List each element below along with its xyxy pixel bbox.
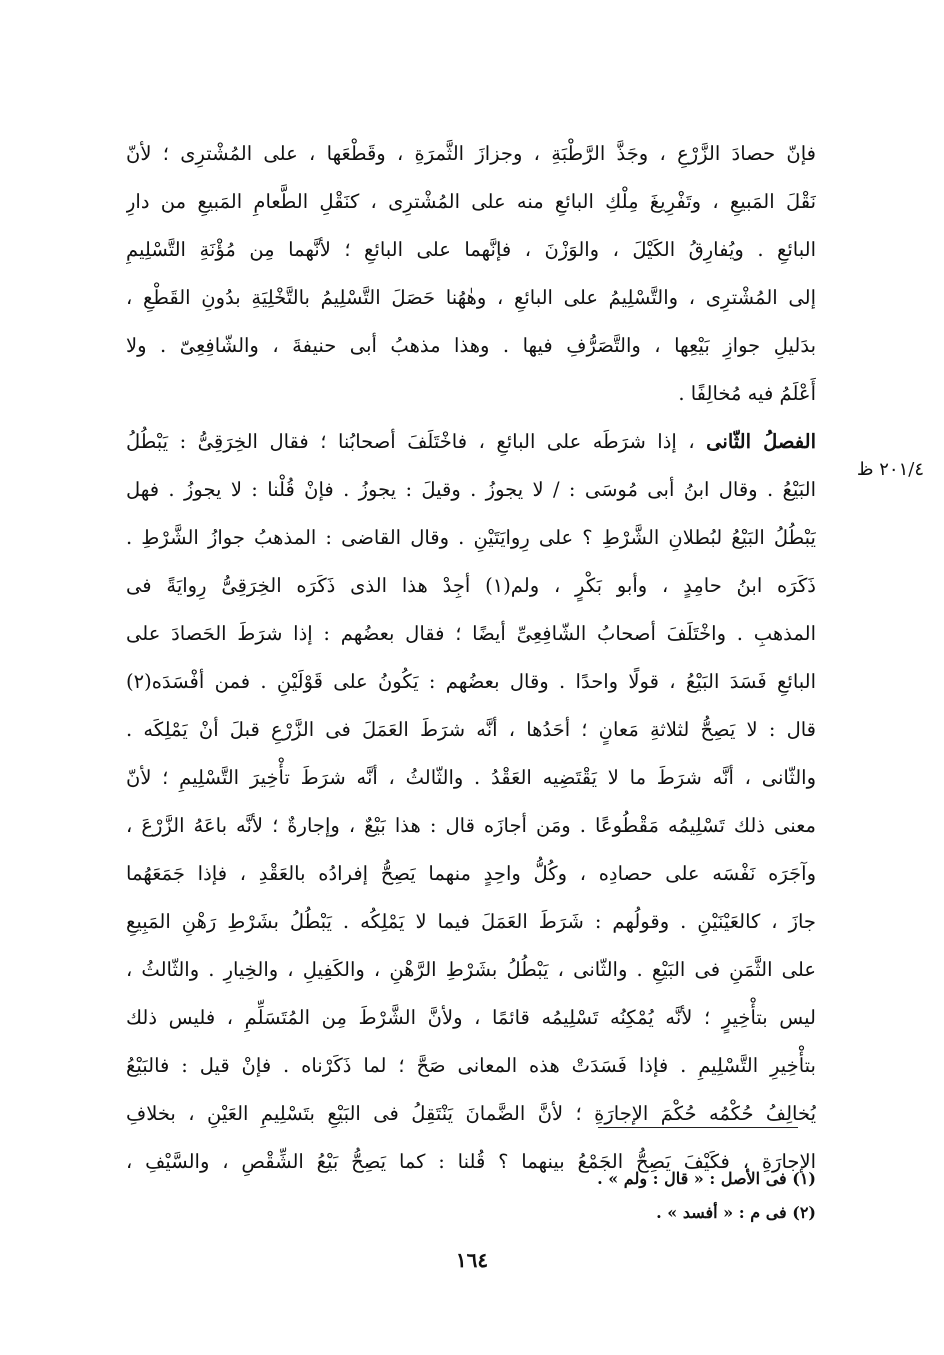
text-line: فإنّ حصادَ الزَّرْعِ ، وجَذَّ الرَّطْبَةِ ، وجزازَ الثَّمرَةِ ، وقَطْعَها ، على المُشْترِى ؛ لأنّ	[126, 142, 816, 165]
text-line: والثّانى ، أنَّه شرَطَ ما لا يَقْتَضِيه العَقْدُ . والثّالثُ ، أنَّه شرَطَ تأْخِيرَ التَّسْلِيمِ ؛ لأنّ	[126, 766, 816, 789]
text-line: الإجارَةِ ، فكَيْفَ يَصِحُّ الجَمْعُ بينهما ؟ قُلنا : كما يَصِحُّ بَيْعُ الشِّقْصِ ، والسَّيْفِ ،	[126, 1150, 816, 1173]
text-line: ذَكَرَه ابنُ حامِدٍ ، وأبو بَكْرٍ ، ولم(١) أجِدْ هذا الذى ذَكَرَه الخِرَقِىُّ رِوايَةً فى	[126, 574, 816, 597]
text-line: البائعِ فَسَدَ البَيْعُ ، قولًا واحدًا . وقال بعضُهم : يَكُونُ على قَوْلَيْنِ . فمن أفْسَدَه(٢)	[126, 670, 816, 693]
footnotes	[316, 1162, 816, 1230]
text-line: قال : لا يَصِحُّ لثلاثةِ مَعانٍ ؛ أحَدُها ، أنَّه شرَطَ العَمَلَ فى الزَّرْعِ قبلَ أنْ يَمْلِكَه .	[126, 718, 816, 741]
text-line: ليس بتأْخِيرٍ ؛ لأنَّه يُمْكِنُه تَسْلِيمُه قائمًا ، ولأنَّ الشَّرْطَ مِن المُتَسَلِّمِ ، فليس ذلك	[126, 1006, 816, 1029]
text-line: إلى المُشْترِى ، والتَّسْلِيمُ على البائعِ ، وهٰهُنا حَصَلَ التَّسْلِيمُ بالتَّخْلِيَةِ بدُونِ القَطْعِ ،	[126, 286, 816, 309]
footnote-1: (١) فى الأصل : « قال : ولم » .	[597, 1169, 816, 1188]
footnote-2: (٢) فى م : « أفسد » .	[656, 1203, 816, 1222]
text-line: وآجَرَه نَفْسَه على حصادِه ، وكُلُّ واحِدٍ منهما يَصِحُّ إفرادُه بالعَقْدِ ، فإذا جَمَعَهُما	[126, 862, 816, 885]
text-line: على الثَّمَنِ فى البَيْعِ . والثّانى ، يَبْطُلُ بشَرْطِ الرَّهْنِ ، والكَفِيلِ ، والخِيارِ . والثّالثُ ،	[126, 958, 816, 981]
paragraph-2	[126, 418, 816, 1186]
text-line: يُخالِفُ حُكْمُه حُكْمَ الإجارَةِ ؛ لأنَّ الضَّمانَ يَنْتَقِلُ فى البَيْعِ بتَسْلِيمِ العَيْنِ ، بخلافِ	[126, 1102, 816, 1125]
text-line: بدَليلِ جوازِ بَيْعِها ، والتَّصَرُّفِ فيها . وهذا مذهبُ أبى حنيفةَ ، والشّافِعِىّ . ولا	[126, 334, 816, 357]
text-line: جازَ ، كالعَيْنَيْنِ . وقولُهم : شَرَطَ العَمَلَ فيما لا يَمْلِكُه . يَبْطُلُ بشَرْطِ رَهْنِ المَبِيعِ	[126, 910, 816, 933]
text-line: المذهبِ . واخْتَلَفَ أصحابُ الشّافِعِىِّ أيضًا ؛ فقال بعضُهم : إذا شرَطَ الحَصادَ على	[126, 622, 816, 645]
page-number: ١٦٤	[455, 1248, 489, 1272]
section-heading: الفصلُ الثّانى	[706, 430, 816, 453]
footnote-divider	[598, 1127, 798, 1128]
text-line: معنى ذلك تَسْلِيمُه مَقْطُوعًا . ومَن أجازَه قال : هذا بَيْعٌ ، وإجارةٌ ؛ لأنَّه باعَهُ الزَّرْعَ ،	[126, 814, 816, 837]
text-line: بتأْخِيرِ التَّسْلِيمِ . فإذا فَسَدَتْ هذه المعانى صَحَّ ؛ لما ذَكَرْناه . فإنْ قيل : فالبَيْعُ	[126, 1054, 816, 1077]
margin-folio-note: ٢٠١/٤ ظ	[856, 459, 924, 480]
text-line-heading	[126, 418, 816, 466]
text-line: البائعِ . ويُفارِقُ الكَيْلَ ، والوَزْنَ ، فإنَّهما على البائعِ ؛ لأنَّهما مِن مُؤْنَةِ التَّسْلِيمِ	[126, 238, 816, 261]
text-line: أَعْلَمُ فيه مُخالِفًا .	[678, 382, 816, 405]
heading-line-rest: ، إذا شرَطَه على البائعِ ، فاخْتَلَفَ أصحابُنا ؛ فقال الخِرَقِىُّ : يَبْطُلُ	[126, 430, 695, 453]
text-line: يَبْطُلُ البَيْعُ لبُطلانِ الشَّرْطِ ؟ على رِوايَتَيْنِ . وقال القاضى : المذهبُ جوازُ الشَّرْطِ .	[126, 526, 816, 549]
paragraph-1	[126, 130, 816, 418]
text-line: البَيْعُ . وقال ابنُ أبى مُوسَى : / لا يجوزُ . وقيلَ : يجوزُ . فإنْ قُلْنا : لا يجوزُ . فهل	[126, 478, 816, 501]
text-line: نَقْلَ المَبيعِ ، وتَفْرِيغَ مِلْكِ البائعِ منه على المُشْترِى ، كنَقْلِ الطَّعامِ المَبيعِ من دارِ	[126, 190, 816, 213]
